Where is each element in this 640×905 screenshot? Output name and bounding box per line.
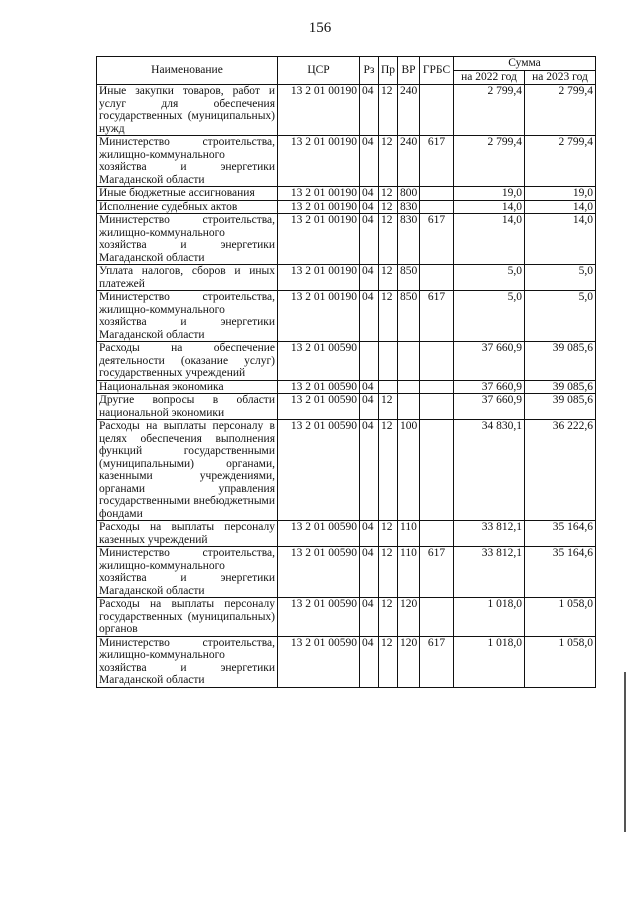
cell-sum-2023: 35 164,6 [525, 547, 596, 598]
cell-grbs [420, 85, 454, 136]
cell-grbs: 617 [420, 136, 454, 187]
cell-name: Другие вопросы в области национальной экономики [97, 394, 278, 420]
cell-pr: 12 [379, 394, 398, 420]
table-row [97, 394, 596, 420]
header-pr: Пр [379, 57, 398, 85]
cell-rz: 04 [360, 420, 379, 521]
cell-csr: 13 2 01 00590 [278, 342, 360, 381]
header-sum: Сумма [454, 57, 596, 71]
cell-name: Расходы на выплаты персоналу казенных учреждений [97, 521, 278, 547]
cell-sum-2023: 5,0 [525, 265, 596, 291]
cell-sum-2022: 2 799,4 [454, 136, 525, 187]
cell-rz: 04 [360, 265, 379, 291]
cell-csr: 13 2 01 00590 [278, 380, 360, 394]
cell-sum-2023: 35 164,6 [525, 521, 596, 547]
cell-rz: 04 [360, 636, 379, 687]
cell-sum-2023: 39 085,6 [525, 342, 596, 381]
table-row [97, 521, 596, 547]
table-row [97, 598, 596, 637]
cell-vr: 110 [398, 521, 420, 547]
cell-pr: 12 [379, 521, 398, 547]
cell-rz: 04 [360, 200, 379, 214]
cell-grbs [420, 342, 454, 381]
cell-sum-2022: 33 812,1 [454, 547, 525, 598]
cell-rz: 04 [360, 598, 379, 637]
cell-vr: 100 [398, 420, 420, 521]
cell-grbs [420, 521, 454, 547]
cell-pr: 12 [379, 420, 398, 521]
cell-csr: 13 2 01 00590 [278, 394, 360, 420]
cell-vr: 830 [398, 214, 420, 265]
cell-sum-2022: 37 660,9 [454, 394, 525, 420]
table-row [97, 136, 596, 187]
cell-csr: 13 2 01 00190 [278, 200, 360, 214]
cell-sum-2022: 5,0 [454, 291, 525, 342]
header-grbs: ГРБС [420, 57, 454, 85]
cell-pr: 12 [379, 547, 398, 598]
header-name: Наименование [97, 57, 278, 85]
cell-pr: 12 [379, 85, 398, 136]
cell-sum-2023: 1 058,0 [525, 636, 596, 687]
cell-pr: 12 [379, 136, 398, 187]
scan-edge-mark [624, 672, 626, 832]
cell-sum-2023: 5,0 [525, 291, 596, 342]
cell-sum-2023: 2 799,4 [525, 136, 596, 187]
cell-grbs [420, 420, 454, 521]
header-year-2023: на 2023 год [525, 71, 596, 85]
page-number: 156 [308, 20, 332, 36]
cell-name: Расходы на выплаты персоналу государственных (муниципальных) органов [97, 598, 278, 637]
cell-name: Иные закупки товаров, работ и услуг для обеспечения государственных (муниципальных) нужд [97, 85, 278, 136]
cell-csr: 13 2 01 00590 [278, 636, 360, 687]
cell-vr: 830 [398, 200, 420, 214]
cell-csr: 13 2 01 00190 [278, 265, 360, 291]
cell-grbs [420, 265, 454, 291]
cell-name: Уплата налогов, сборов и иных платежей [97, 265, 278, 291]
table-row [97, 636, 596, 687]
cell-name: Министерство строительства, жилищно-коммунального хозяйства и энергетики Магаданской области [97, 291, 278, 342]
cell-rz: 04 [360, 214, 379, 265]
cell-name: Расходы на обеспечение деятельности (оказание услуг) государственных учреждений [97, 342, 278, 381]
table-row [97, 420, 596, 521]
cell-grbs [420, 200, 454, 214]
cell-sum-2023: 36 222,6 [525, 420, 596, 521]
cell-sum-2023: 14,0 [525, 200, 596, 214]
cell-sum-2022: 37 660,9 [454, 342, 525, 381]
cell-sum-2022: 1 018,0 [454, 636, 525, 687]
cell-pr: 12 [379, 200, 398, 214]
cell-grbs: 617 [420, 214, 454, 265]
cell-rz: 04 [360, 394, 379, 420]
cell-vr: 120 [398, 598, 420, 637]
table-row [97, 214, 596, 265]
cell-grbs [420, 598, 454, 637]
cell-vr [398, 394, 420, 420]
cell-csr: 13 2 01 00190 [278, 136, 360, 187]
cell-pr: 12 [379, 636, 398, 687]
cell-vr [398, 342, 420, 381]
cell-sum-2023: 14,0 [525, 214, 596, 265]
cell-sum-2022: 5,0 [454, 265, 525, 291]
cell-csr: 13 2 01 00190 [278, 187, 360, 201]
table-row [97, 200, 596, 214]
cell-csr: 13 2 01 00590 [278, 420, 360, 521]
cell-rz: 04 [360, 85, 379, 136]
cell-sum-2023: 39 085,6 [525, 394, 596, 420]
header-csr: ЦСР [278, 57, 360, 85]
cell-vr: 110 [398, 547, 420, 598]
cell-vr: 850 [398, 291, 420, 342]
table-row [97, 547, 596, 598]
cell-rz: 04 [360, 380, 379, 394]
cell-name: Расходы на выплаты персоналу в целях обеспечения выполнения функций государственными (муниципальными) органами, казенными учреждениями, органами управления государственными внебюджетными фондами [97, 420, 278, 521]
cell-rz: 04 [360, 187, 379, 201]
cell-name: Национальная экономика [97, 380, 278, 394]
cell-sum-2023: 2 799,4 [525, 85, 596, 136]
cell-sum-2022: 1 018,0 [454, 598, 525, 637]
cell-grbs: 617 [420, 636, 454, 687]
cell-vr: 120 [398, 636, 420, 687]
header-row [97, 57, 596, 71]
cell-pr: 12 [379, 291, 398, 342]
cell-rz: 04 [360, 136, 379, 187]
cell-csr: 13 2 01 00590 [278, 598, 360, 637]
cell-csr: 13 2 01 00590 [278, 521, 360, 547]
cell-vr: 240 [398, 136, 420, 187]
cell-sum-2023: 39 085,6 [525, 380, 596, 394]
table-row [97, 342, 596, 381]
cell-grbs [420, 380, 454, 394]
cell-grbs: 617 [420, 291, 454, 342]
cell-name: Министерство строительства, жилищно-коммунального хозяйства и энергетики Магаданской области [97, 547, 278, 598]
header-rz: Рз [360, 57, 379, 85]
cell-grbs [420, 187, 454, 201]
cell-vr [398, 380, 420, 394]
cell-sum-2022: 14,0 [454, 214, 525, 265]
cell-rz: 04 [360, 521, 379, 547]
cell-sum-2022: 37 660,9 [454, 380, 525, 394]
cell-sum-2022: 33 812,1 [454, 521, 525, 547]
table-row [97, 265, 596, 291]
cell-rz [360, 342, 379, 381]
budget-table [96, 56, 596, 688]
cell-csr: 13 2 01 00590 [278, 547, 360, 598]
table-row [97, 85, 596, 136]
cell-vr: 850 [398, 265, 420, 291]
cell-name: Иные бюджетные ассигнования [97, 187, 278, 201]
cell-sum-2023: 1 058,0 [525, 598, 596, 637]
cell-vr: 800 [398, 187, 420, 201]
cell-rz: 04 [360, 291, 379, 342]
cell-grbs: 617 [420, 547, 454, 598]
cell-pr: 12 [379, 187, 398, 201]
cell-name: Исполнение судебных актов [97, 200, 278, 214]
cell-grbs [420, 394, 454, 420]
table-row [97, 380, 596, 394]
table-row [97, 291, 596, 342]
cell-csr: 13 2 01 00190 [278, 85, 360, 136]
header-year-2022: на 2022 год [454, 71, 525, 85]
cell-pr [379, 342, 398, 381]
cell-sum-2022: 19,0 [454, 187, 525, 201]
cell-rz: 04 [360, 547, 379, 598]
cell-sum-2022: 14,0 [454, 200, 525, 214]
cell-sum-2022: 2 799,4 [454, 85, 525, 136]
cell-pr [379, 380, 398, 394]
cell-csr: 13 2 01 00190 [278, 214, 360, 265]
cell-vr: 240 [398, 85, 420, 136]
table-body [97, 85, 596, 688]
cell-sum-2023: 19,0 [525, 187, 596, 201]
cell-sum-2022: 34 830,1 [454, 420, 525, 521]
table-row [97, 187, 596, 201]
cell-pr: 12 [379, 214, 398, 265]
cell-name: Министерство строительства, жилищно-коммунального хозяйства и энергетики Магаданской области [97, 136, 278, 187]
cell-pr: 12 [379, 598, 398, 637]
header-vr: ВР [398, 57, 420, 85]
cell-csr: 13 2 01 00190 [278, 291, 360, 342]
cell-name: Министерство строительства, жилищно-коммунального хозяйства и энергетики Магаданской области [97, 636, 278, 687]
cell-pr: 12 [379, 265, 398, 291]
cell-name: Министерство строительства, жилищно-коммунального хозяйства и энергетики Магаданской области [97, 214, 278, 265]
